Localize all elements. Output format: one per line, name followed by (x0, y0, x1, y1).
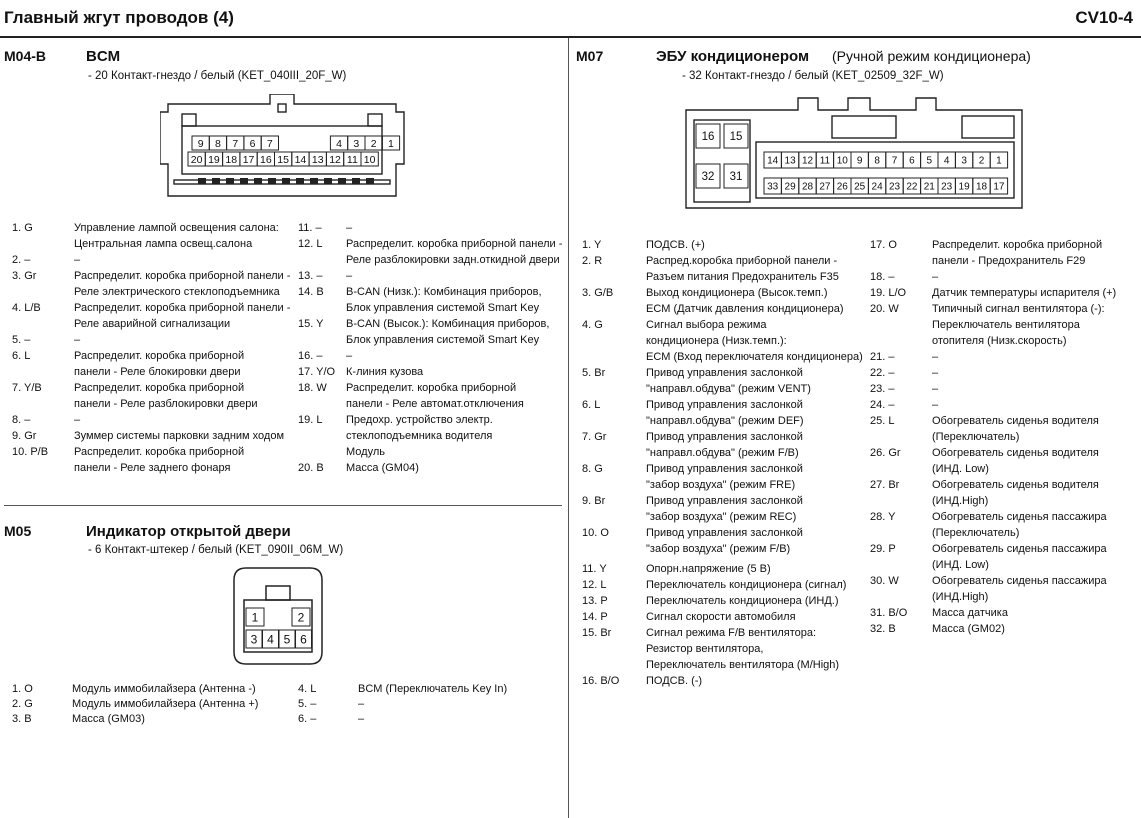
m07-pin-number: 11 (819, 155, 831, 167)
pin-description-line: Обогреватель сиденья пассажира (932, 511, 1107, 523)
pin-description-line: Разъем питания Предохранитель F35 (646, 271, 839, 283)
pin-description-line: "направл.обдува" (режим DEF) (646, 415, 804, 427)
m07-pin-number: 4 (943, 155, 950, 167)
pin-label: 19. L (298, 414, 323, 426)
m07-pin-number: 23 (941, 181, 953, 193)
m07-connector-diagram (682, 94, 1030, 212)
m04b-latch-tooth (366, 178, 374, 184)
m04b-latch-tooth (352, 178, 360, 184)
pin-description-line: Переключатель кондиционера (сигнал) (646, 579, 847, 591)
pin-description-line: Переключатель вентилятора (932, 319, 1080, 331)
pin-label: 3. Gr (12, 270, 37, 282)
pin-label: 5. – (12, 334, 31, 346)
pin-description (932, 621, 1005, 637)
m04b-pin-number: 17 (242, 153, 255, 166)
pin-description-line: панели - Предохранитель F29 (932, 255, 1086, 267)
m05-subtitle: - 6 Контакт-штекер / белый (KET_090II_06M_W) (88, 544, 344, 556)
pin-description-line: Распределит. коробка приборной панели - (346, 238, 563, 250)
pin-description (346, 364, 423, 380)
pin-description (932, 605, 1008, 621)
pin-label: 12. L (298, 238, 323, 250)
m07-pin-number: 19 (958, 181, 970, 193)
pin-description-line: Переключатель кондиционера (ИНД.) (646, 595, 839, 607)
pin-description-line: Типичный сигнал вентилятора (-): (932, 303, 1105, 315)
pin-description-line: – (74, 254, 81, 266)
pin-description (72, 682, 256, 697)
pin-description-line: Распределит. коробка приборной (74, 382, 245, 394)
m05-pin-number: 3 (250, 632, 258, 647)
m07-pin-number: 14 (767, 155, 779, 167)
pin-description (932, 269, 938, 285)
pin-description-line: Сигнал скорости автомобиля (646, 611, 796, 623)
pin-description-line: Обогреватель сиденья пассажира (932, 575, 1107, 587)
m07-pin-number: 12 (801, 155, 814, 167)
pin-label: 15. Br (582, 627, 612, 639)
pin-description-line: Привод управления заслонкой (646, 431, 803, 443)
pin-description-line: ECM (Датчик давления кондиционера) (646, 303, 844, 315)
pin-description (346, 236, 562, 268)
pin-description (932, 237, 1102, 269)
pin-description-line: B-CAN (Высок.): Комбинация приборов, (346, 318, 550, 330)
m07-pin-number: 3 (961, 155, 967, 167)
pin-label: 16. B/O (582, 675, 620, 687)
m04b-pin-number: 11 (346, 153, 358, 166)
pin-description (646, 577, 846, 593)
m07-pin-number: 29 (784, 181, 796, 193)
m04b-latch-tooth (310, 178, 318, 184)
pin-description-line: Сигнал выбора режима (646, 319, 767, 331)
pin-description-line: "направл.обдува" (режим VENT) (646, 383, 811, 395)
m05-pin-number: 1 (251, 610, 259, 625)
pin-description (932, 381, 938, 397)
header-divider (0, 36, 1141, 38)
pin-description-line: – (932, 367, 939, 379)
pin-description-line: панели - Реле разблокировки двери (74, 398, 258, 410)
pin-description-line: (ИНД.High) (932, 495, 989, 507)
pin-description-line: Масса (GM04) (346, 462, 419, 474)
pin-description (646, 237, 705, 253)
pin-label: 20. B (298, 462, 324, 474)
pin-description (646, 609, 796, 625)
pin-description-line: Управление лампой освещения салона: (74, 222, 279, 234)
m04b-pin-number: 9 (197, 137, 204, 150)
pin-description-line: BCM (Переключатель Key In) (358, 683, 508, 695)
pin-label: 10. O (582, 527, 609, 539)
m04b-code: M04-B (4, 48, 47, 64)
m05-pin-number: 2 (297, 610, 305, 625)
m07-pin-number: 26 (836, 181, 848, 193)
pin-description-line: Модуль (346, 446, 385, 458)
m04b-pin-number: 7 (266, 137, 273, 150)
pin-label: 15. Y (298, 318, 324, 330)
pin-description-line: Центральная лампа освещ.салона (74, 238, 253, 250)
m04b-pin-number: 18 (225, 153, 238, 166)
pin-description (932, 541, 1107, 573)
pin-description-line: – (932, 383, 939, 395)
pin-description (646, 673, 702, 689)
pin-label: 1. O (12, 683, 33, 695)
m07-pin-number: 33 (767, 181, 779, 193)
m04b-latch-tooth (296, 178, 304, 184)
pin-label: 4. L (298, 683, 317, 695)
pin-label: 11. Y (582, 563, 607, 575)
page-title: Главный жгут проводов (4) (4, 8, 234, 27)
m04b-latch-tooth (198, 178, 206, 184)
pin-description-line: К-линия кузова (346, 366, 424, 378)
pin-description-line: (ИНД. Low) (932, 463, 989, 475)
m04b-latch-tooth (226, 178, 234, 184)
pin-description-line: Датчик температуры испарителя (+) (932, 287, 1117, 299)
pin-label: 21. – (870, 351, 895, 363)
pin-description-line: Блок управления системой Smart Key (346, 302, 540, 314)
pin-label: 14. B (298, 286, 324, 298)
pin-description-line: (Переключатель) (932, 527, 1020, 539)
m07-pin-number: 32 (701, 171, 715, 184)
pin-description (646, 397, 804, 429)
m04b-latch-tooth (282, 178, 290, 184)
pin-description (72, 697, 258, 712)
pin-description-line: Переключатель вентилятора (M/High) (646, 659, 840, 671)
pin-description (74, 332, 80, 348)
pin-label: 17. O (870, 239, 897, 251)
pin-description-line: Привод управления заслонкой (646, 367, 803, 379)
m04b-latch-tooth (324, 178, 332, 184)
pin-description-line: Распределит. коробка приборной (932, 239, 1103, 251)
m04b-pin-number: 10 (363, 153, 376, 166)
m04b-latch-tooth (240, 178, 248, 184)
pin-label: 8. – (12, 414, 31, 426)
pin-description (74, 220, 279, 252)
pin-description-line: Сигнал режима F/B вентилятора: (646, 627, 817, 639)
pin-description (346, 316, 549, 348)
pin-description-line: – (932, 271, 939, 283)
pin-description-line: – (346, 270, 353, 282)
pin-description-line: Распред.коробка приборной панели - (646, 255, 838, 267)
pin-description (74, 268, 290, 300)
pin-label: 9. Br (582, 495, 606, 507)
m07-pin-number: 31 (729, 171, 743, 184)
pin-description-line: Реле разблокировки задн.откидной двери (346, 254, 560, 266)
column-divider (568, 38, 569, 818)
pin-label: 6. L (12, 350, 31, 362)
m04b-pin-number: 1 (388, 137, 394, 150)
pin-description (74, 300, 290, 332)
pin-description-line: "забор воздуха" (режим REC) (646, 511, 797, 523)
pin-label: 16. – (298, 350, 323, 362)
pin-description (932, 285, 1116, 301)
pin-label: 6. – (298, 713, 317, 725)
m04b-pin-number: 16 (260, 153, 272, 166)
pin-label: 30. W (870, 575, 899, 587)
pin-description (646, 317, 863, 365)
m07-pin-number: 8 (874, 155, 880, 167)
pin-description-line: – (358, 713, 365, 725)
pin-description-line: Привод управления заслонкой (646, 495, 803, 507)
pin-label: 11. – (298, 222, 322, 234)
pin-description-line: панели - Реле блокировки двери (74, 366, 241, 378)
pin-description-line: (ИНД. Low) (932, 559, 989, 571)
pin-label: 3. G/B (582, 287, 614, 299)
pin-description (358, 712, 364, 727)
pin-label: 1. G (12, 222, 33, 234)
m04b-latch-tooth (254, 178, 262, 184)
pin-description-line: "направл.обдува" (режим F/B) (646, 447, 799, 459)
pin-description-line: – (346, 222, 353, 234)
pin-label: 14. P (582, 611, 608, 623)
pin-description-line: Привод управления заслонкой (646, 399, 803, 411)
pin-label: 5. Br (582, 367, 606, 379)
m04b-pin-number: 12 (329, 153, 341, 166)
pin-description-line: Модуль иммобилайзера (Антенна -) (72, 683, 256, 695)
pin-description-line: Распределит. коробка приборной (74, 446, 245, 458)
m07-pin-number: 1 (996, 155, 1002, 167)
pin-label: 31. B/O (870, 607, 908, 619)
pin-label: 2. – (12, 254, 31, 266)
m07-pin-number: 10 (836, 155, 848, 167)
pin-description-line: Предохр. устройство электр. (346, 414, 493, 426)
pin-description-line: ПОДСВ. (-) (646, 675, 703, 687)
pin-description (74, 412, 80, 428)
pin-label: 2. G (12, 698, 33, 710)
pin-description (646, 461, 803, 493)
pin-description-line: – (74, 334, 81, 346)
pin-description-line: – (74, 414, 81, 426)
pin-description (932, 509, 1107, 541)
pin-label: 32. B (870, 623, 896, 635)
m07-pin-number: 21 (923, 181, 935, 193)
m07-code: M07 (576, 48, 604, 64)
pin-description (932, 365, 938, 381)
pin-description-line: панели - Реле заднего фонаря (74, 462, 231, 474)
pin-label: 7. Y/B (12, 382, 42, 394)
pin-description (74, 348, 244, 380)
pin-description (346, 348, 352, 364)
pin-description-line: Выход кондиционера (Высок.темп.) (646, 287, 828, 299)
pin-description-line: Обогреватель сиденья водителя (932, 479, 1099, 491)
m07-pin-number: 17 (993, 181, 1005, 193)
pin-description-line: Масса датчика (932, 607, 1008, 619)
m07-pin-number: 27 (819, 181, 831, 193)
m07-pin-number: 24 (871, 181, 883, 193)
pin-description (74, 428, 284, 444)
pin-label: 4. G (582, 319, 603, 331)
pin-description (74, 444, 244, 476)
pin-description-line: – (932, 351, 939, 363)
pin-description-line: ПОДСВ. (+) (646, 239, 705, 251)
m04b-pin-number: 19 (208, 153, 220, 166)
pin-description (72, 712, 145, 727)
m07-pin-number: 25 (854, 181, 866, 193)
pin-description-line: Масса (GM03) (72, 713, 145, 725)
pin-description-line: Обогреватель сиденья водителя (932, 447, 1099, 459)
pin-label: 7. Gr (582, 431, 607, 443)
m07-pin-number: 22 (906, 181, 918, 193)
pin-label: 8. G (582, 463, 603, 475)
m05-connector-diagram (230, 566, 330, 666)
pin-description-line: стеклоподъемника водителя (346, 430, 493, 442)
pin-label: 27. Br (870, 479, 900, 491)
pin-description (646, 429, 803, 461)
pin-description (932, 301, 1105, 349)
m07-pin-number: 5 (926, 155, 933, 167)
pin-label: 4. L/B (12, 302, 41, 314)
pin-description-line: "забор воздуха" (режим FRE) (646, 479, 796, 491)
m07-name: ЭБУ кондиционером (656, 48, 810, 65)
pin-description-line: Реле аварийной сигнализации (74, 318, 231, 330)
m04b-subtitle: - 20 Контакт-гнездо / белый (KET_040III_20F_W) (88, 70, 347, 82)
pin-description-line: Опорн.напряжение (5 В) (646, 563, 771, 575)
m04b-pin-number: 2 (370, 137, 377, 150)
pin-label: 13. – (298, 270, 323, 282)
pin-description (74, 252, 80, 268)
pin-description (346, 220, 352, 236)
pin-label: 13. P (582, 595, 608, 607)
m07-pin-number: 23 (888, 181, 901, 193)
pin-description-line: Обогреватель сиденья водителя (932, 415, 1099, 427)
pin-label: 2. R (582, 255, 603, 267)
pin-description-line: Обогреватель сиденья пассажира (932, 543, 1107, 555)
m07-pin-number: 28 (801, 181, 814, 193)
m04b-pin-number: 8 (215, 137, 221, 150)
m07-pin-number: 16 (701, 131, 715, 144)
pin-description (932, 445, 1099, 477)
pin-description (346, 412, 493, 460)
pin-label: 10. P/B (12, 446, 49, 458)
pin-description (646, 625, 839, 673)
pin-label: 17. Y/O (298, 366, 336, 378)
m04b-latch-tooth (268, 178, 276, 184)
m05-code: M05 (4, 523, 32, 539)
pin-description (346, 460, 419, 476)
m07-subtitle: - 32 Контакт-гнездо / белый (KET_02509_32F_W) (682, 70, 944, 82)
pin-label: 26. Gr (870, 447, 901, 459)
pin-description (932, 477, 1099, 509)
pin-label: 25. L (870, 415, 895, 427)
m04b-latch-tooth (338, 178, 346, 184)
m05-name: Индикатор открытой двери (86, 523, 291, 540)
pin-description-line: отопителя (Низк.скорость) (932, 335, 1067, 347)
pin-description-line: (Переключатель) (932, 431, 1020, 443)
pin-label: 28. Y (870, 511, 896, 523)
pin-label: 29. P (870, 543, 896, 555)
pin-description (346, 284, 542, 316)
pin-label: 20. W (870, 303, 899, 315)
pin-description-line: Блок управления системой Smart Key (346, 334, 540, 346)
pin-description (932, 573, 1107, 605)
pin-description-line: кондиционера (Низк.темп.): (646, 335, 787, 347)
m05-pin-number: 4 (267, 632, 274, 647)
pin-description (346, 380, 524, 412)
pin-label: 5. – (298, 698, 317, 710)
m04b-connector-diagram (160, 94, 410, 204)
pin-description (358, 697, 364, 712)
pin-description (646, 365, 811, 397)
pin-description-line: Привод управления заслонкой (646, 463, 803, 475)
pin-label: 18. – (870, 271, 895, 283)
m07-pin-number: 15 (729, 131, 743, 144)
pin-label: 3. B (12, 713, 32, 725)
pin-description-line: Резистор вентилятора, (646, 643, 764, 655)
pin-label: 24. – (870, 399, 895, 411)
m07-pin-number: 7 (891, 155, 898, 167)
pin-description (932, 349, 938, 365)
m04b-latch-tooth (212, 178, 220, 184)
pin-description-line: Распределит. коробка приборной (346, 382, 517, 394)
m07-pin-number: 18 (975, 181, 988, 193)
m07-pin-number: 2 (978, 155, 985, 167)
pin-description-line: (ИНД.High) (932, 591, 989, 603)
pin-description-line: Привод управления заслонкой (646, 527, 803, 539)
pin-description (646, 493, 803, 525)
m04b-pin-number: 4 (336, 137, 342, 150)
pin-description-line: B-CAN (Низк.): Комбинация приборов, (346, 286, 542, 298)
m07-note: (Ручной режим кондиционера) (832, 48, 1031, 64)
m04b-pin-number: 3 (353, 137, 360, 150)
pin-description-line: Зуммер системы парковки задним ходом (74, 430, 285, 442)
pin-description (646, 561, 771, 577)
pin-label: 18. W (298, 382, 327, 394)
page-code: CV10-4 (1075, 8, 1133, 27)
pin-description-line: Модуль иммобилайзера (Антенна +) (72, 698, 259, 710)
pin-description (932, 397, 938, 413)
pin-description-line: – (932, 399, 939, 411)
pin-description (932, 413, 1099, 445)
pin-label: 23. – (870, 383, 895, 395)
m04b-pin-number: 6 (249, 137, 256, 150)
pin-description-line: Масса (GM02) (932, 623, 1005, 635)
m04b-pin-number: 13 (311, 153, 324, 166)
pin-label: 6. L (582, 399, 601, 411)
pin-description-line: Реле электрического стеклоподъемника (74, 286, 280, 298)
pin-description (346, 268, 352, 284)
pin-description-line: "забор воздуха" (режим F/B) (646, 543, 791, 555)
m05-pin-number: 5 (283, 632, 291, 647)
pin-description-line: Распределит. коробка приборной панели - (74, 270, 291, 282)
pin-label: 9. Gr (12, 430, 37, 442)
pin-description (646, 525, 803, 557)
m04b-pin-number: 20 (190, 153, 203, 166)
m04b-pin-number: 14 (294, 153, 307, 166)
pin-description-line: Распределит. коробка приборной панели - (74, 302, 291, 314)
pin-description (74, 380, 258, 412)
m07-pin-number: 13 (784, 155, 796, 167)
pin-description (646, 253, 839, 285)
pin-description (358, 682, 507, 697)
m05-pin-number: 6 (300, 632, 307, 647)
pin-label: 22. – (870, 367, 895, 379)
pin-description-line: панели - Реле автомат.отключения (346, 398, 524, 410)
pin-description-line: Распределит. коробка приборной (74, 350, 245, 362)
pin-label: 19. L/O (870, 287, 907, 299)
m07-pin-number: 6 (909, 155, 915, 167)
section-divider (4, 505, 562, 506)
m04b-name: BCM (86, 48, 121, 65)
m04b-pin-number: 15 (277, 153, 289, 166)
pin-description (646, 285, 844, 317)
m07-pin-number: 9 (856, 155, 863, 167)
pin-description (646, 593, 839, 609)
pin-label: 12. L (582, 579, 607, 591)
m04b-pin-number: 7 (232, 137, 239, 150)
pin-description-line: – (346, 350, 353, 362)
pin-description-line: – (358, 698, 365, 710)
pin-label: 1. Y (582, 239, 602, 251)
pin-description-line: ECM (Вход переключателя кондиционера) (646, 351, 863, 363)
